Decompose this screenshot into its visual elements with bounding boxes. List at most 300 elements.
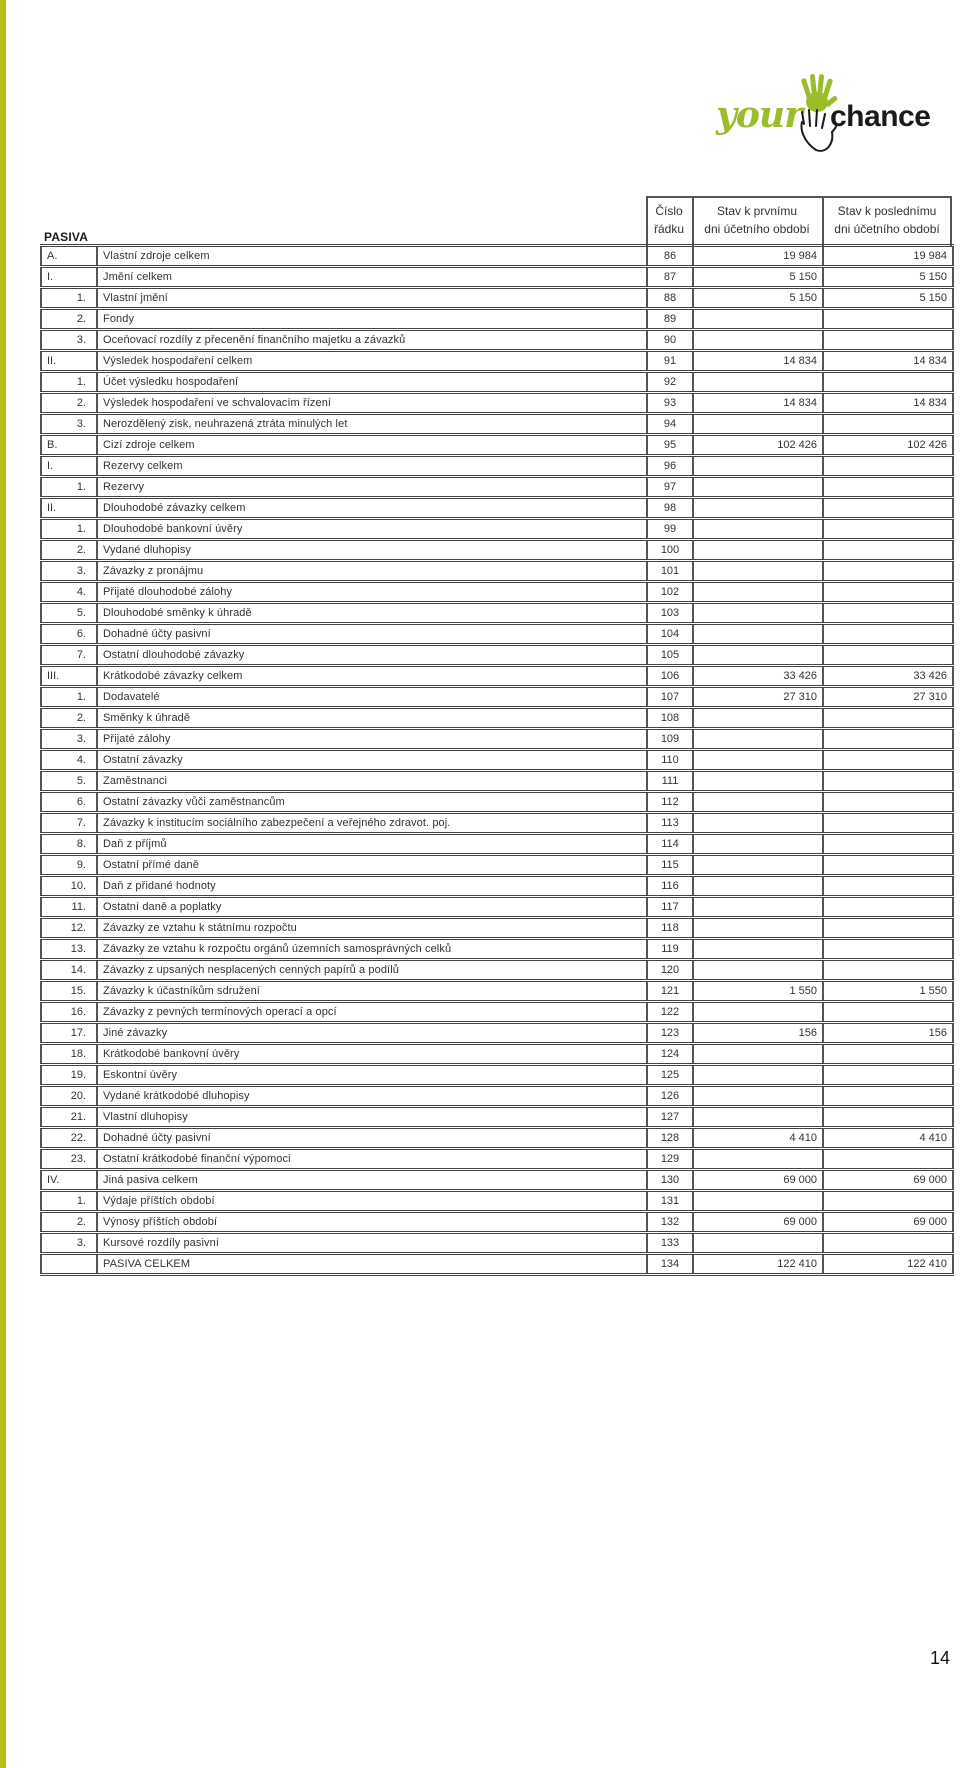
row-number: 96 xyxy=(647,456,693,477)
row-number: 92 xyxy=(647,372,693,393)
value-first-day xyxy=(693,582,823,603)
item-label: Výnosy příštích období xyxy=(97,1212,647,1233)
item-number: 2. xyxy=(41,540,97,561)
item-label: Fondy xyxy=(97,309,647,330)
item-number: 21. xyxy=(41,1107,97,1128)
header-row-number: Číslo řádku xyxy=(653,204,685,236)
value-first-day: 5 150 xyxy=(693,288,823,309)
item-number: 8. xyxy=(41,834,97,855)
row-number: 122 xyxy=(647,1002,693,1023)
item-label: Jiné závazky xyxy=(97,1023,647,1044)
value-first-day: 69 000 xyxy=(693,1170,823,1191)
item-label: Směnky k úhradě xyxy=(97,708,647,729)
table-row xyxy=(41,687,953,708)
value-last-day xyxy=(823,771,953,792)
row-number: 101 xyxy=(647,561,693,582)
value-last-day: 69 000 xyxy=(823,1212,953,1233)
value-last-day xyxy=(823,498,953,519)
table-row xyxy=(41,1002,953,1023)
row-number: 97 xyxy=(647,477,693,498)
value-last-day xyxy=(823,540,953,561)
item-number: 17. xyxy=(41,1023,97,1044)
item-label: Dodavatelé xyxy=(97,687,647,708)
item-number: 15. xyxy=(41,981,97,1002)
item-label: Cizí zdroje celkem xyxy=(97,435,647,456)
value-last-day xyxy=(823,309,953,330)
item-label: Eskontní úvěry xyxy=(97,1065,647,1086)
header-first-day: Stav k prvnímu dni účetního období xyxy=(704,204,810,236)
table-row xyxy=(41,834,953,855)
value-last-day xyxy=(823,960,953,981)
value-first-day xyxy=(693,960,823,981)
value-last-day: 122 410 xyxy=(823,1254,953,1275)
value-last-day xyxy=(823,519,953,540)
item-label: Přijaté dlouhodobé zálohy xyxy=(97,582,647,603)
item-number: II. xyxy=(41,351,97,372)
item-number: 9. xyxy=(41,855,97,876)
item-number: 4. xyxy=(41,750,97,771)
table-row xyxy=(41,750,953,771)
item-label: Výsledek hospodaření ve schvalovacím řízení xyxy=(97,393,647,414)
row-number: 95 xyxy=(647,435,693,456)
value-first-day xyxy=(693,414,823,435)
table-row xyxy=(41,372,953,393)
item-label: Daň z příjmů xyxy=(97,834,647,855)
table-row xyxy=(41,456,953,477)
value-last-day xyxy=(823,1002,953,1023)
value-first-day xyxy=(693,456,823,477)
item-label: Jiná pasiva celkem xyxy=(97,1170,647,1191)
table-row xyxy=(41,1128,953,1149)
item-number: 1. xyxy=(41,1191,97,1212)
value-first-day: 5 150 xyxy=(693,267,823,288)
item-number: 2. xyxy=(41,708,97,729)
item-label: Zaměstnanci xyxy=(97,771,647,792)
row-number: 87 xyxy=(647,267,693,288)
table-row xyxy=(41,666,953,687)
value-last-day xyxy=(823,897,953,918)
table-row xyxy=(41,267,953,288)
value-last-day: 5 150 xyxy=(823,267,953,288)
item-number: 11. xyxy=(41,897,97,918)
table-row xyxy=(41,855,953,876)
item-label: Dlouhodobé bankovní úvěry xyxy=(97,519,647,540)
value-last-day xyxy=(823,918,953,939)
item-number: 18. xyxy=(41,1044,97,1065)
row-number: 108 xyxy=(647,708,693,729)
value-last-day: 102 426 xyxy=(823,435,953,456)
value-first-day xyxy=(693,918,823,939)
value-last-day xyxy=(823,708,953,729)
table-row xyxy=(41,603,953,624)
value-first-day: 14 834 xyxy=(693,393,823,414)
row-number: 133 xyxy=(647,1233,693,1254)
table-row xyxy=(41,1170,953,1191)
item-number: I. xyxy=(41,456,97,477)
item-label: Vlastní zdroje celkem xyxy=(97,246,647,267)
value-first-day xyxy=(693,498,823,519)
row-number: 129 xyxy=(647,1149,693,1170)
value-last-day xyxy=(823,603,953,624)
row-number: 132 xyxy=(647,1212,693,1233)
value-first-day xyxy=(693,309,823,330)
item-number: 5. xyxy=(41,603,97,624)
row-number: 126 xyxy=(647,1086,693,1107)
value-first-day: 156 xyxy=(693,1023,823,1044)
row-number: 128 xyxy=(647,1128,693,1149)
item-number xyxy=(41,1254,97,1275)
value-last-day xyxy=(823,456,953,477)
item-number: 12. xyxy=(41,918,97,939)
value-first-day xyxy=(693,750,823,771)
item-number: 22. xyxy=(41,1128,97,1149)
table-row xyxy=(41,309,953,330)
value-last-day xyxy=(823,1086,953,1107)
value-last-day xyxy=(823,750,953,771)
row-number: 104 xyxy=(647,624,693,645)
value-last-day xyxy=(823,330,953,351)
table-row xyxy=(41,624,953,645)
item-label: Závazky ze vztahu k státnímu rozpočtu xyxy=(97,918,647,939)
value-last-day: 156 xyxy=(823,1023,953,1044)
item-label: Závazky k institucím sociálního zabezpečení a veřejného zdravot. poj. xyxy=(97,813,647,834)
item-number: IV. xyxy=(41,1170,97,1191)
table-row xyxy=(41,1254,953,1275)
table-row xyxy=(41,393,953,414)
value-first-day xyxy=(693,1002,823,1023)
value-last-day: 33 426 xyxy=(823,666,953,687)
table-row xyxy=(41,981,953,1002)
item-label: Závazky z upsaných nesplacených cenných papírů a podílů xyxy=(97,960,647,981)
row-number: 102 xyxy=(647,582,693,603)
value-last-day: 27 310 xyxy=(823,687,953,708)
item-number: 10. xyxy=(41,876,97,897)
item-label: Ostatní daně a poplatky xyxy=(97,897,647,918)
item-label: Ostatní přímé daně xyxy=(97,855,647,876)
item-label: Závazky ze vztahu k rozpočtu orgánů územních samosprávných celků xyxy=(97,939,647,960)
value-last-day xyxy=(823,1107,953,1128)
table-row xyxy=(41,498,953,519)
value-first-day xyxy=(693,813,823,834)
item-label: Krátkodobé bankovní úvěry xyxy=(97,1044,647,1065)
item-label: Nerozdělený zisk, neuhrazená ztráta minulých let xyxy=(97,414,647,435)
row-number: 131 xyxy=(647,1191,693,1212)
value-first-day xyxy=(693,519,823,540)
value-first-day xyxy=(693,1044,823,1065)
row-number: 94 xyxy=(647,414,693,435)
item-label: Vydané krátkodobé dluhopisy xyxy=(97,1086,647,1107)
row-number: 114 xyxy=(647,834,693,855)
value-first-day xyxy=(693,1233,823,1254)
liabilities-table-body xyxy=(41,246,953,1275)
liabilities-table xyxy=(40,244,954,1276)
table-row xyxy=(41,876,953,897)
value-first-day xyxy=(693,645,823,666)
value-first-day xyxy=(693,561,823,582)
row-number: 130 xyxy=(647,1170,693,1191)
item-label: Účet výsledku hospodaření xyxy=(97,372,647,393)
item-label: Dohadné účty pasivní xyxy=(97,624,647,645)
item-label: Krátkodobé závazky celkem xyxy=(97,666,647,687)
item-label: PASIVA CELKEM xyxy=(97,1254,647,1275)
value-last-day xyxy=(823,477,953,498)
table-row xyxy=(41,1023,953,1044)
item-label: Ostatní dlouhodobé závazky xyxy=(97,645,647,666)
row-number: 93 xyxy=(647,393,693,414)
row-number: 99 xyxy=(647,519,693,540)
row-number: 100 xyxy=(647,540,693,561)
item-number: 1. xyxy=(41,288,97,309)
value-last-day: 14 834 xyxy=(823,393,953,414)
section-label: PASIVA xyxy=(44,230,89,244)
row-number: 117 xyxy=(647,897,693,918)
table-row xyxy=(41,414,953,435)
value-last-day xyxy=(823,834,953,855)
value-first-day xyxy=(693,477,823,498)
value-last-day xyxy=(823,813,953,834)
item-number: 7. xyxy=(41,645,97,666)
row-number: 120 xyxy=(647,960,693,981)
value-last-day xyxy=(823,1044,953,1065)
row-number: 91 xyxy=(647,351,693,372)
value-last-day xyxy=(823,372,953,393)
row-number: 111 xyxy=(647,771,693,792)
table-row xyxy=(41,1044,953,1065)
item-label: Dlouhodobé směnky k úhradě xyxy=(97,603,647,624)
item-label: Výsledek hospodaření celkem xyxy=(97,351,647,372)
value-last-day: 19 984 xyxy=(823,246,953,267)
row-number: 90 xyxy=(647,330,693,351)
item-label: Rezervy xyxy=(97,477,647,498)
row-number: 124 xyxy=(647,1044,693,1065)
table-row xyxy=(41,1065,953,1086)
value-last-day xyxy=(823,1233,953,1254)
value-last-day xyxy=(823,582,953,603)
value-last-day xyxy=(823,414,953,435)
value-first-day xyxy=(693,771,823,792)
value-first-day xyxy=(693,855,823,876)
item-number: 6. xyxy=(41,792,97,813)
value-first-day: 122 410 xyxy=(693,1254,823,1275)
value-first-day: 69 000 xyxy=(693,1212,823,1233)
item-label: Ostatní závazky xyxy=(97,750,647,771)
item-label: Závazky z pronájmu xyxy=(97,561,647,582)
value-first-day xyxy=(693,1086,823,1107)
value-first-day: 4 410 xyxy=(693,1128,823,1149)
header-last-day: Stav k poslednímu dni účetního období xyxy=(834,204,940,236)
table-row xyxy=(41,792,953,813)
table-row xyxy=(41,645,953,666)
row-number: 109 xyxy=(647,729,693,750)
value-first-day xyxy=(693,372,823,393)
item-number: 1. xyxy=(41,372,97,393)
table-row xyxy=(41,708,953,729)
table-row xyxy=(41,288,953,309)
value-last-day: 5 150 xyxy=(823,288,953,309)
value-first-day xyxy=(693,729,823,750)
row-number: 134 xyxy=(647,1254,693,1275)
item-number: A. xyxy=(41,246,97,267)
value-last-day xyxy=(823,561,953,582)
item-number: 3. xyxy=(41,330,97,351)
value-first-day xyxy=(693,624,823,645)
row-number: 119 xyxy=(647,939,693,960)
table-row xyxy=(41,1191,953,1212)
your-chance-logo xyxy=(712,70,960,162)
table-row xyxy=(41,435,953,456)
value-last-day xyxy=(823,876,953,897)
table-row xyxy=(41,729,953,750)
table-row xyxy=(41,1233,953,1254)
value-first-day xyxy=(693,540,823,561)
row-number: 89 xyxy=(647,309,693,330)
value-last-day: 69 000 xyxy=(823,1170,953,1191)
item-number: 3. xyxy=(41,729,97,750)
table-row xyxy=(41,351,953,372)
row-number: 107 xyxy=(647,687,693,708)
row-number: 118 xyxy=(647,918,693,939)
item-number: 1. xyxy=(41,477,97,498)
item-label: Dohadné účty pasivní xyxy=(97,1128,647,1149)
value-first-day: 14 834 xyxy=(693,351,823,372)
value-first-day: 27 310 xyxy=(693,687,823,708)
row-number: 121 xyxy=(647,981,693,1002)
logo-chance-text: chance xyxy=(830,100,931,133)
value-first-day xyxy=(693,1107,823,1128)
table-row xyxy=(41,540,953,561)
value-first-day xyxy=(693,1065,823,1086)
value-first-day: 33 426 xyxy=(693,666,823,687)
table-row xyxy=(41,477,953,498)
item-number: 6. xyxy=(41,624,97,645)
item-number: 5. xyxy=(41,771,97,792)
item-label: Dlouhodobé závazky celkem xyxy=(97,498,647,519)
row-number: 110 xyxy=(647,750,693,771)
table-row xyxy=(41,1149,953,1170)
table-row xyxy=(41,330,953,351)
item-number: 3. xyxy=(41,414,97,435)
row-number: 113 xyxy=(647,813,693,834)
value-last-day xyxy=(823,645,953,666)
value-first-day: 19 984 xyxy=(693,246,823,267)
value-first-day xyxy=(693,834,823,855)
table-row xyxy=(41,1086,953,1107)
row-number: 125 xyxy=(647,1065,693,1086)
table-row xyxy=(41,960,953,981)
item-number: 1. xyxy=(41,687,97,708)
table-row xyxy=(41,813,953,834)
row-number: 86 xyxy=(647,246,693,267)
row-number: 127 xyxy=(647,1107,693,1128)
item-label: Vlastní dluhopisy xyxy=(97,1107,647,1128)
value-last-day xyxy=(823,792,953,813)
item-label: Kursové rozdíly pasivní xyxy=(97,1233,647,1254)
page-number: 14 xyxy=(930,1648,951,1668)
row-number: 116 xyxy=(647,876,693,897)
item-label: Závazky k účastníkům sdružení xyxy=(97,981,647,1002)
value-last-day: 4 410 xyxy=(823,1128,953,1149)
row-number: 103 xyxy=(647,603,693,624)
item-number: 3. xyxy=(41,1233,97,1254)
item-label: Daň z přidané hodnoty xyxy=(97,876,647,897)
item-number: 2. xyxy=(41,309,97,330)
table-row xyxy=(41,918,953,939)
value-last-day: 14 834 xyxy=(823,351,953,372)
value-first-day: 1 550 xyxy=(693,981,823,1002)
row-number: 115 xyxy=(647,855,693,876)
value-last-day xyxy=(823,1149,953,1170)
item-number: 3. xyxy=(41,561,97,582)
value-last-day xyxy=(823,939,953,960)
item-number: I. xyxy=(41,267,97,288)
value-first-day xyxy=(693,792,823,813)
table-row xyxy=(41,561,953,582)
table-row xyxy=(41,939,953,960)
item-label: Závazky z pevných termínových operací a opcí xyxy=(97,1002,647,1023)
value-first-day xyxy=(693,1191,823,1212)
table-row xyxy=(41,582,953,603)
value-first-day xyxy=(693,330,823,351)
value-last-day xyxy=(823,855,953,876)
row-number: 98 xyxy=(647,498,693,519)
value-last-day xyxy=(823,624,953,645)
table-row xyxy=(41,1212,953,1233)
item-number: 7. xyxy=(41,813,97,834)
value-first-day xyxy=(693,708,823,729)
item-label: Jmění celkem xyxy=(97,267,647,288)
item-number: III. xyxy=(41,666,97,687)
value-first-day xyxy=(693,1149,823,1170)
item-label: Přijaté zálohy xyxy=(97,729,647,750)
row-number: 106 xyxy=(647,666,693,687)
value-last-day xyxy=(823,729,953,750)
logo-your-text: your xyxy=(716,94,803,136)
item-number: II. xyxy=(41,498,97,519)
item-number: 4. xyxy=(41,582,97,603)
item-number: 23. xyxy=(41,1149,97,1170)
table-row xyxy=(41,771,953,792)
item-number: 19. xyxy=(41,1065,97,1086)
item-label: Vydané dluhopisy xyxy=(97,540,647,561)
table-row xyxy=(41,897,953,918)
table-row xyxy=(41,1107,953,1128)
item-label: Rezervy celkem xyxy=(97,456,647,477)
row-number: 105 xyxy=(647,645,693,666)
table-row xyxy=(41,246,953,267)
value-first-day xyxy=(693,897,823,918)
item-label: Ostatní závazky vůči zaměstnancům xyxy=(97,792,647,813)
value-last-day: 1 550 xyxy=(823,981,953,1002)
value-last-day xyxy=(823,1065,953,1086)
item-number: 13. xyxy=(41,939,97,960)
row-number: 88 xyxy=(647,288,693,309)
row-number: 112 xyxy=(647,792,693,813)
row-number: 123 xyxy=(647,1023,693,1044)
item-number: 20. xyxy=(41,1086,97,1107)
item-label: Výdaje příštích období xyxy=(97,1191,647,1212)
value-first-day xyxy=(693,876,823,897)
item-number: 2. xyxy=(41,1212,97,1233)
item-label: Ostatní krátkodobé finanční výpomoci xyxy=(97,1149,647,1170)
value-first-day xyxy=(693,939,823,960)
item-number: B. xyxy=(41,435,97,456)
value-last-day xyxy=(823,1191,953,1212)
value-first-day: 102 426 xyxy=(693,435,823,456)
item-label: Oceňovací rozdíly z přecenění finančního majetku a závazků xyxy=(97,330,647,351)
item-number: 2. xyxy=(41,393,97,414)
value-first-day xyxy=(693,603,823,624)
item-label: Vlastní jmění xyxy=(97,288,647,309)
